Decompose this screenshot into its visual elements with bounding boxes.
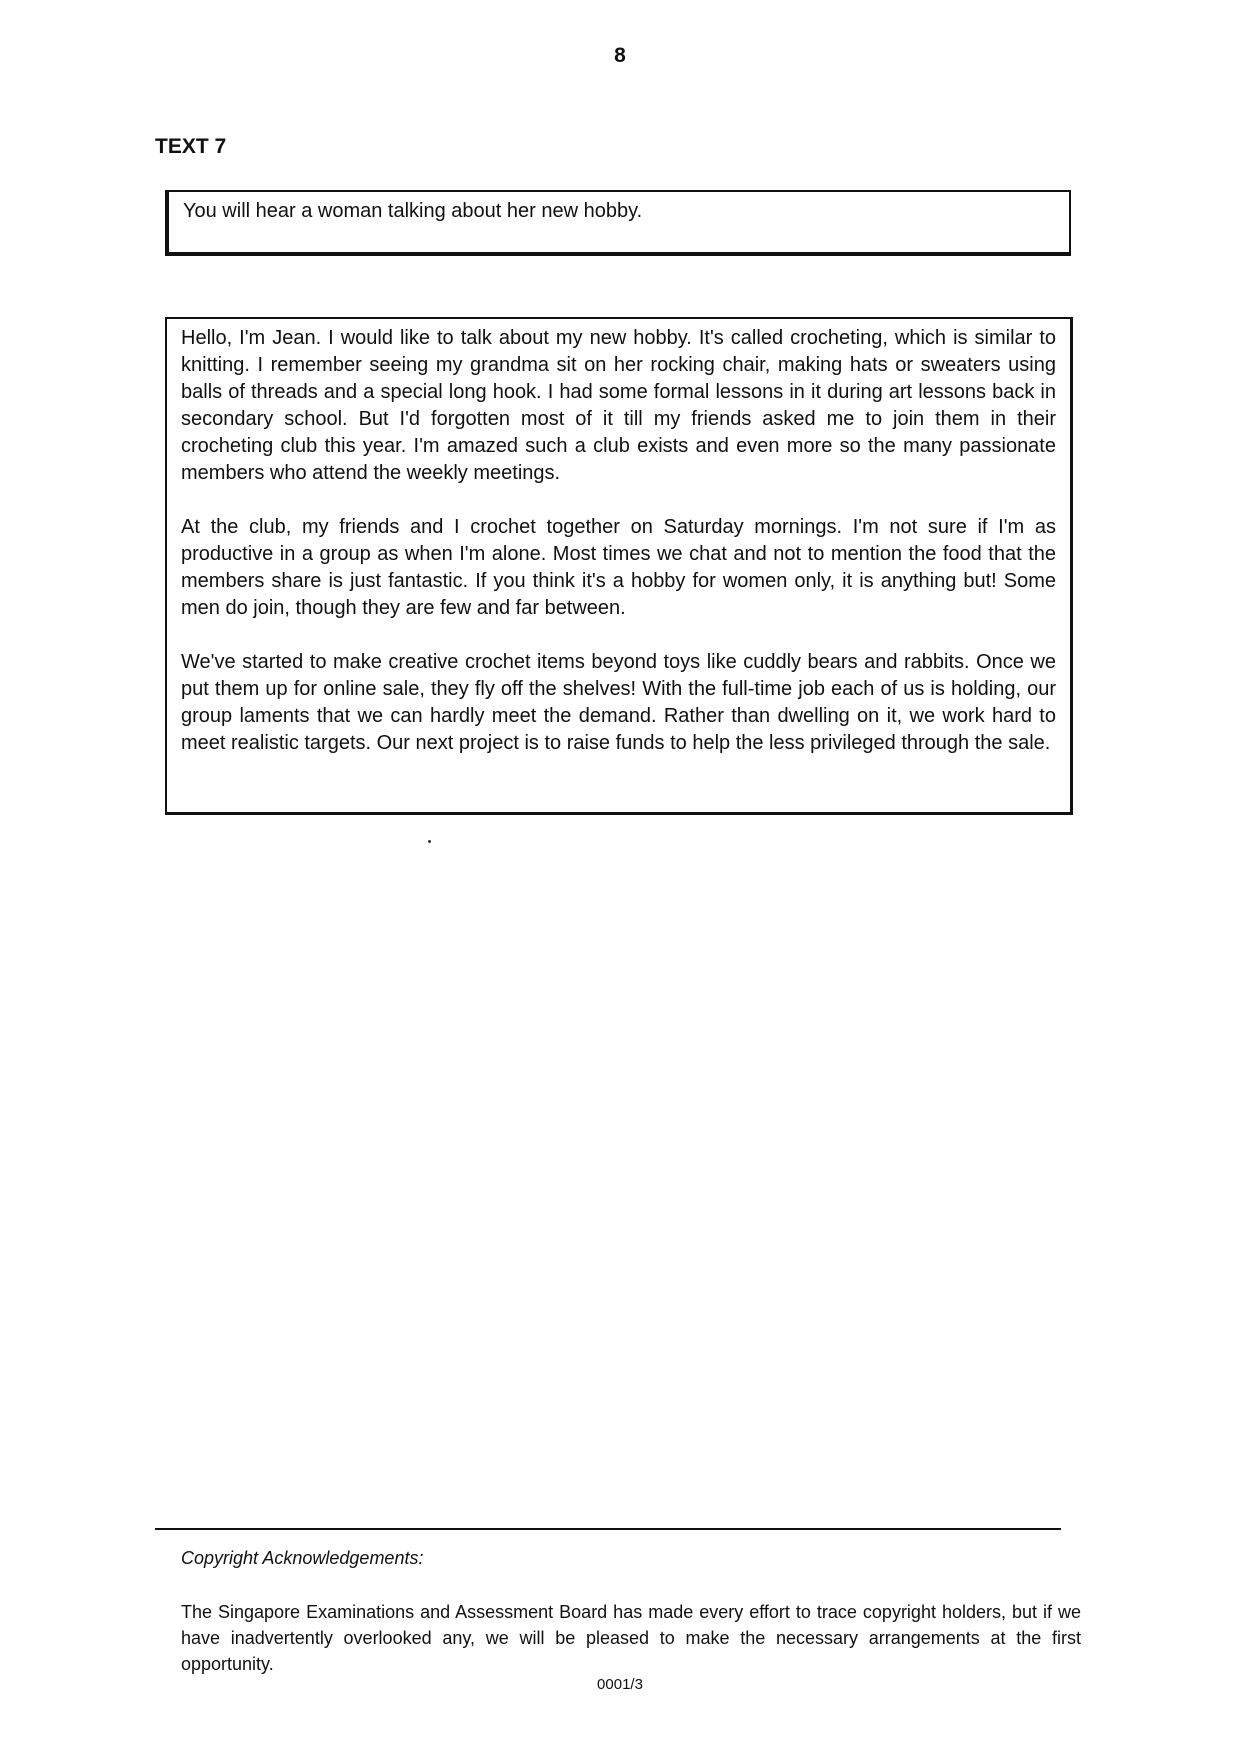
stray-mark — [428, 840, 431, 843]
transcript-paragraph-2: At the club, my friends and I crochet together on Saturday mornings. I'm not sure if I'm as productive in a group as when I'm alone. Most times we chat and not to mention the food that the members share is just fantastic. If you think it's a hobby for women only, it is anything but! Some men do join, though they are few and far between. — [181, 516, 1056, 619]
copyright-heading: Copyright Acknowledgements: — [181, 1548, 424, 1568]
transcript-paragraph-3: We've started to make creative crochet items beyond toys like cuddly bears and rabbits. Once we put them up for online sale, they fly off the shelves! With the full-time job each of us is holding, our group laments that we can hardly meet the demand. Rather than dwelling on it, we work hard to meet realistic targets. Our next project is to raise funds to help the less privileged through the sale. — [181, 651, 1056, 754]
intro-text: You will hear a woman talking about her new hobby. — [183, 200, 643, 222]
transcript-box — [165, 317, 1073, 815]
page-number: 8 — [614, 44, 626, 67]
footer-divider — [155, 1528, 1061, 1530]
intro-box — [165, 190, 1071, 256]
section-title: TEXT 7 — [155, 135, 227, 158]
paper-code: 0001/3 — [597, 1676, 643, 1693]
copyright-text: The Singapore Examinations and Assessment Board has made every effort to trace copyright holders, but if we have inadvertently overlooked any, we will be pleased to make the necessary arrangements at the first opportunity. — [181, 1602, 1081, 1674]
transcript-paragraph-1: Hello, I'm Jean. I would like to talk about my new hobby. It's called crocheting, which is similar to knitting. I remember seeing my grandma sit on her rocking chair, making hats or sweaters using balls of threads and a special long hook. I had some formal lessons in it during art lessons back in secondary school. But I'd forgotten most of it till my friends asked me to join them in their crocheting club this year. I'm amazed such a club exists and even more so the many passionate members who attend the weekly meetings. — [181, 327, 1056, 484]
